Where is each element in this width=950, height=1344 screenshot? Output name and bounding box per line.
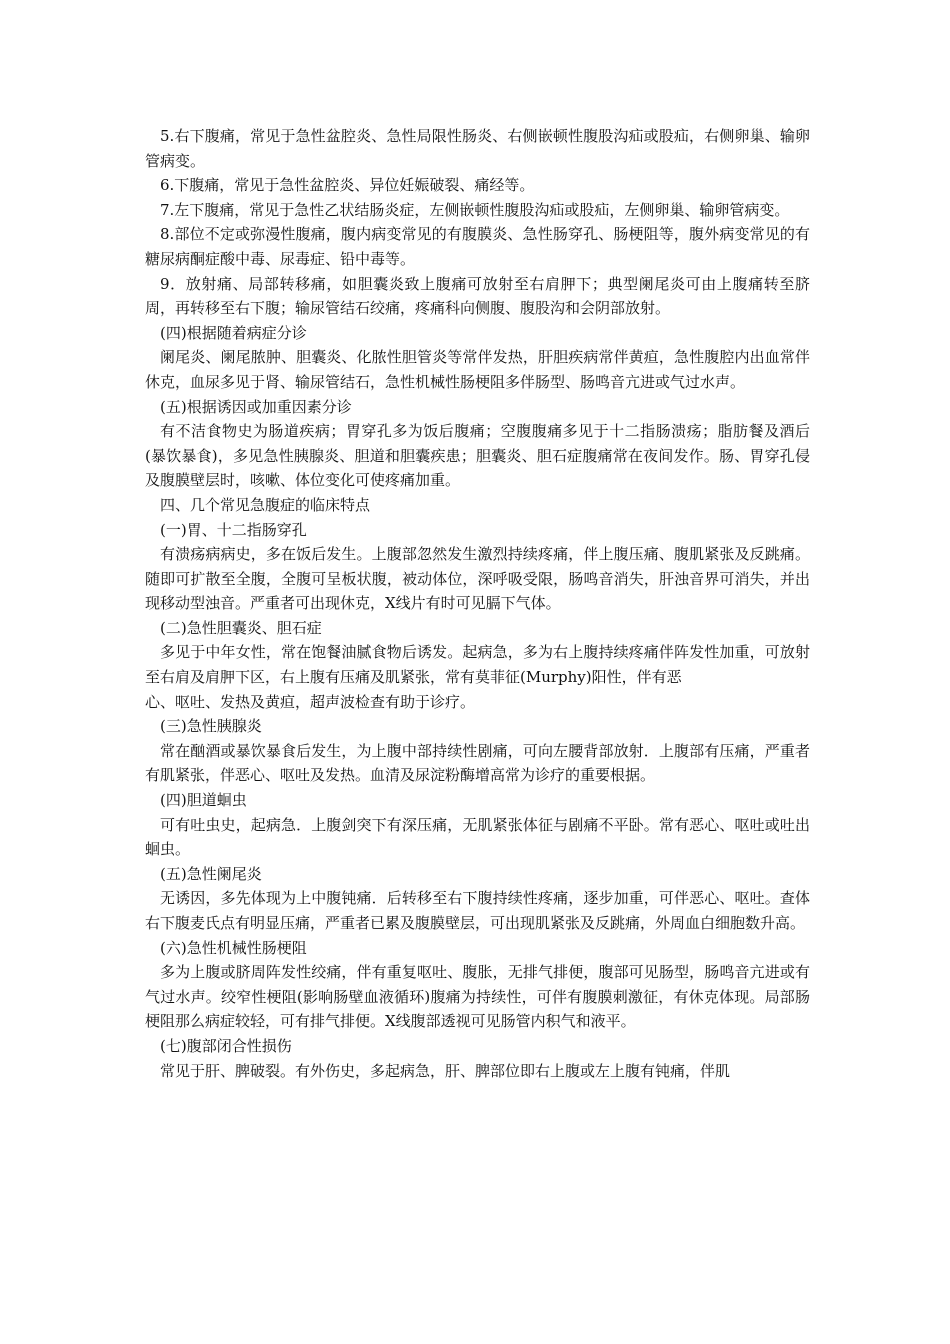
section-heading-pancreatitis: (三)急性胰腺炎 [160, 717, 262, 736]
paragraph-appendicitis: 无诱因，多先体现为上中腹钝痛．后转移至右下腹持续性疼痛，逐步加重，可伴恶心、呕吐。查体右下腹麦氏点有明显压痛，严重者已累及腹膜壁层，可出现肌紧张及反跳痛，外周血白细胞数升高。 [145, 889, 810, 932]
section-heading-biliary-ascariasis: (四)胆道蛔虫 [160, 791, 247, 810]
item-lower-abdominal-pain: 6.下腹痛，常见于急性盆腔炎、异位妊娠破裂、痛经等。 [160, 176, 535, 195]
paragraph-perforation: 有溃疡病病史，多在饭后发生。上腹部忽然发生激烈持续疼痛，伴上腹压痛、腹肌紧张及反跳痛。随即可扩散至全腹，全腹可呈板状腹，被动体位，深呼吸受限，肠鸣音消失，肝浊音界可消失，并出现移动型浊音。严重者可出现休克，X线片有时可见膈下气体。 [145, 545, 810, 613]
item-left-lower-abdominal-pain: 7.左下腹痛，常见于急性乙状结肠炎症，左侧嵌顿性腹股沟疝或股疝，左侧卵巢、输卵管病变。 [160, 200, 790, 219]
item-diffuse-abdominal-pain: 8.部位不定或弥漫性腹痛，腹内病变常见的有腹膜炎、急性肠穿孔、肠梗阻等，腹外病变常见的有糖尿病酮症酸中毒、尿毒症、铅中毒等。 [145, 225, 810, 268]
section-heading-perforation: (一)胃、十二指肠穿孔 [160, 520, 307, 539]
item-right-lower-abdominal-pain: 5.右下腹痛，常见于急性盆腔炎、急性局限性肠炎、右侧嵌顿性腹股沟疝或股疝，右侧卵巢、输卵管病变。 [145, 127, 810, 170]
section-heading-triggers: (五)根据诱因或加重因素分诊 [160, 397, 352, 416]
document-body [145, 124, 810, 1083]
paragraph-cholecystitis: 多见于中年女性，常在饱餐油腻食物后诱发。起病急，多为右上腹持续疼痛伴阵发性加重，可放射至右肩及肩胛下区，右上腹有压痛及肌紧张，常有莫菲征(Murphy)阳性，伴有恶 [145, 643, 810, 687]
section-heading-appendicitis: (五)急性阑尾炎 [160, 864, 262, 883]
section-heading-cholecystitis: (二)急性胆囊炎、胆石症 [160, 618, 322, 637]
section-heading-closed-abdominal-injury: (七)腹部闭合性损伤 [160, 1036, 292, 1055]
paragraph-closed-abdominal-injury: 常见于肝、脾破裂。有外伤史，多起病急，肝、脾部位即右上腹或左上腹有钝痛，伴肌 [160, 1061, 731, 1080]
paragraph-triggers: 有不洁食物史为肠道疾病；胃穿孔多为饭后腹痛；空腹腹痛多见于十二指肠溃疡；脂肪餐及酒后(暴饮暴食)，多见急性胰腺炎、胆道和胆囊疾患；胆囊炎、胆石症腹痛常在夜间发作。肠、胃穿孔侵及腹膜壁层时，咳嗽、体位变化可使疼痛加重。 [145, 422, 810, 490]
paragraph-pancreatitis: 常在酗酒或暴饮暴食后发生，为上腹中部持续性剧痛，可向左腰背部放射．上腹部有压痛，严重者有肌紧张，伴恶心、呕吐及发热。血清及尿淀粉酶增高常为诊疗的重要根据。 [145, 741, 810, 785]
paragraph-intestinal-obstruction: 多为上腹或脐周阵发性绞痛，伴有重复呕吐、腹胀，无排气排便，腹部可见肠型，肠鸣音亢进或有气过水声。绞窄性梗阻(影响肠壁血液循环)腹痛为持续性，可伴有腹膜刺激征，有休克体现。局部肠梗阻那么病症较轻，可有排气排便。X线腹部透视可见肠管内积气和液平。 [145, 963, 810, 1031]
section-heading-intestinal-obstruction: (六)急性机械性肠梗阻 [160, 938, 307, 957]
paragraph-accompanying-symptoms: 阑尾炎、阑尾脓肿、胆囊炎、化脓性胆管炎等常伴发热，肝胆疾病常伴黄疸，急性腹腔内出血常伴休克，血尿多见于肾、输尿管结石，急性机械性肠梗阻多伴肠型、肠鸣音亢进或气过水声。 [145, 348, 810, 391]
section-heading-accompanying-symptoms: (四)根据随着病症分诊 [160, 323, 307, 342]
chapter-heading-clinical-features: 四、几个常见急腹症的临床特点 [160, 495, 371, 514]
item-radiating-pain: 9．放射痛、局部转移痛，如胆囊炎致上腹痛可放射至右肩胛下；典型阑尾炎可由上腹痛转至脐周，再转移至右下腹；输尿管结石绞痛，疼痛科向侧腹、腹股沟和会阴部放射。 [145, 274, 810, 318]
paragraph-biliary-ascariasis: 可有吐虫史，起病急．上腹剑突下有深压痛，无肌紧张体征与剧痛不平卧。常有恶心、呕吐或吐出蛔虫。 [145, 815, 810, 859]
paragraph-cholecystitis-continued: 心、呕吐、发热及黄疸，超声波检查有助于诊疗。 [145, 692, 476, 711]
